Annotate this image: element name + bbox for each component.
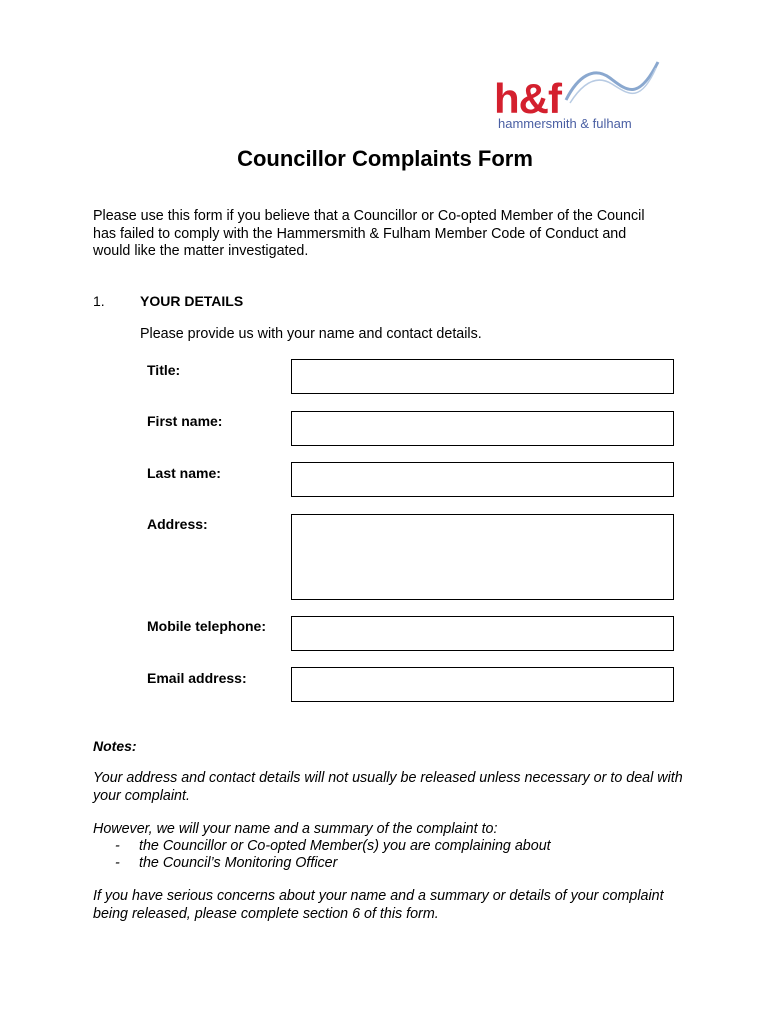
bullet-text: the Council’s Monitoring Officer xyxy=(139,855,338,871)
section-description: Please provide us with your name and contact details. xyxy=(140,326,482,342)
notes-heading: Notes: xyxy=(93,738,137,754)
section-number: 1. xyxy=(93,293,105,309)
first-name-field[interactable] xyxy=(291,411,674,446)
address-field[interactable] xyxy=(291,514,674,600)
title-field[interactable] xyxy=(291,359,674,394)
logo-mark: h&f xyxy=(494,75,561,122)
notes-paragraph-1: Your address and contact details will not usually be released unless necessary or to deal with your complaint. xyxy=(93,770,683,804)
first-name-label: First name: xyxy=(147,413,223,429)
bullet-text: the Councillor or Co-opted Member(s) you are complaining about xyxy=(139,838,551,854)
hf-logo xyxy=(494,56,664,132)
wave-logo-icon xyxy=(564,56,660,106)
address-label: Address: xyxy=(147,516,208,532)
bullet-dash: - xyxy=(115,838,120,854)
mobile-label: Mobile telephone: xyxy=(147,618,266,634)
logo-text: hammersmith & fulham xyxy=(498,116,632,131)
page-title: Councillor Complaints Form xyxy=(237,146,533,171)
notes-paragraph-2: However, we will your name and a summary of the complaint to: xyxy=(93,821,498,837)
last-name-label: Last name: xyxy=(147,465,221,481)
notes-paragraph-3: If you have serious concerns about your name and a summary or details of your complaint being released, please complete section 6 of this form. xyxy=(93,888,664,922)
mobile-field[interactable] xyxy=(291,616,674,651)
last-name-field[interactable] xyxy=(291,462,674,497)
email-label: Email address: xyxy=(147,670,247,686)
section-heading: YOUR DETAILS xyxy=(140,293,244,309)
email-field[interactable] xyxy=(291,667,674,702)
bullet-dash: - xyxy=(115,855,120,871)
title-label: Title: xyxy=(147,362,181,378)
intro-paragraph: Please use this form if you believe that a Councillor or Co-opted Member of the Council has failed to comply with the Hammersmith & Fulham Member Code of Conduct and would like the matter investigated. xyxy=(93,208,645,259)
